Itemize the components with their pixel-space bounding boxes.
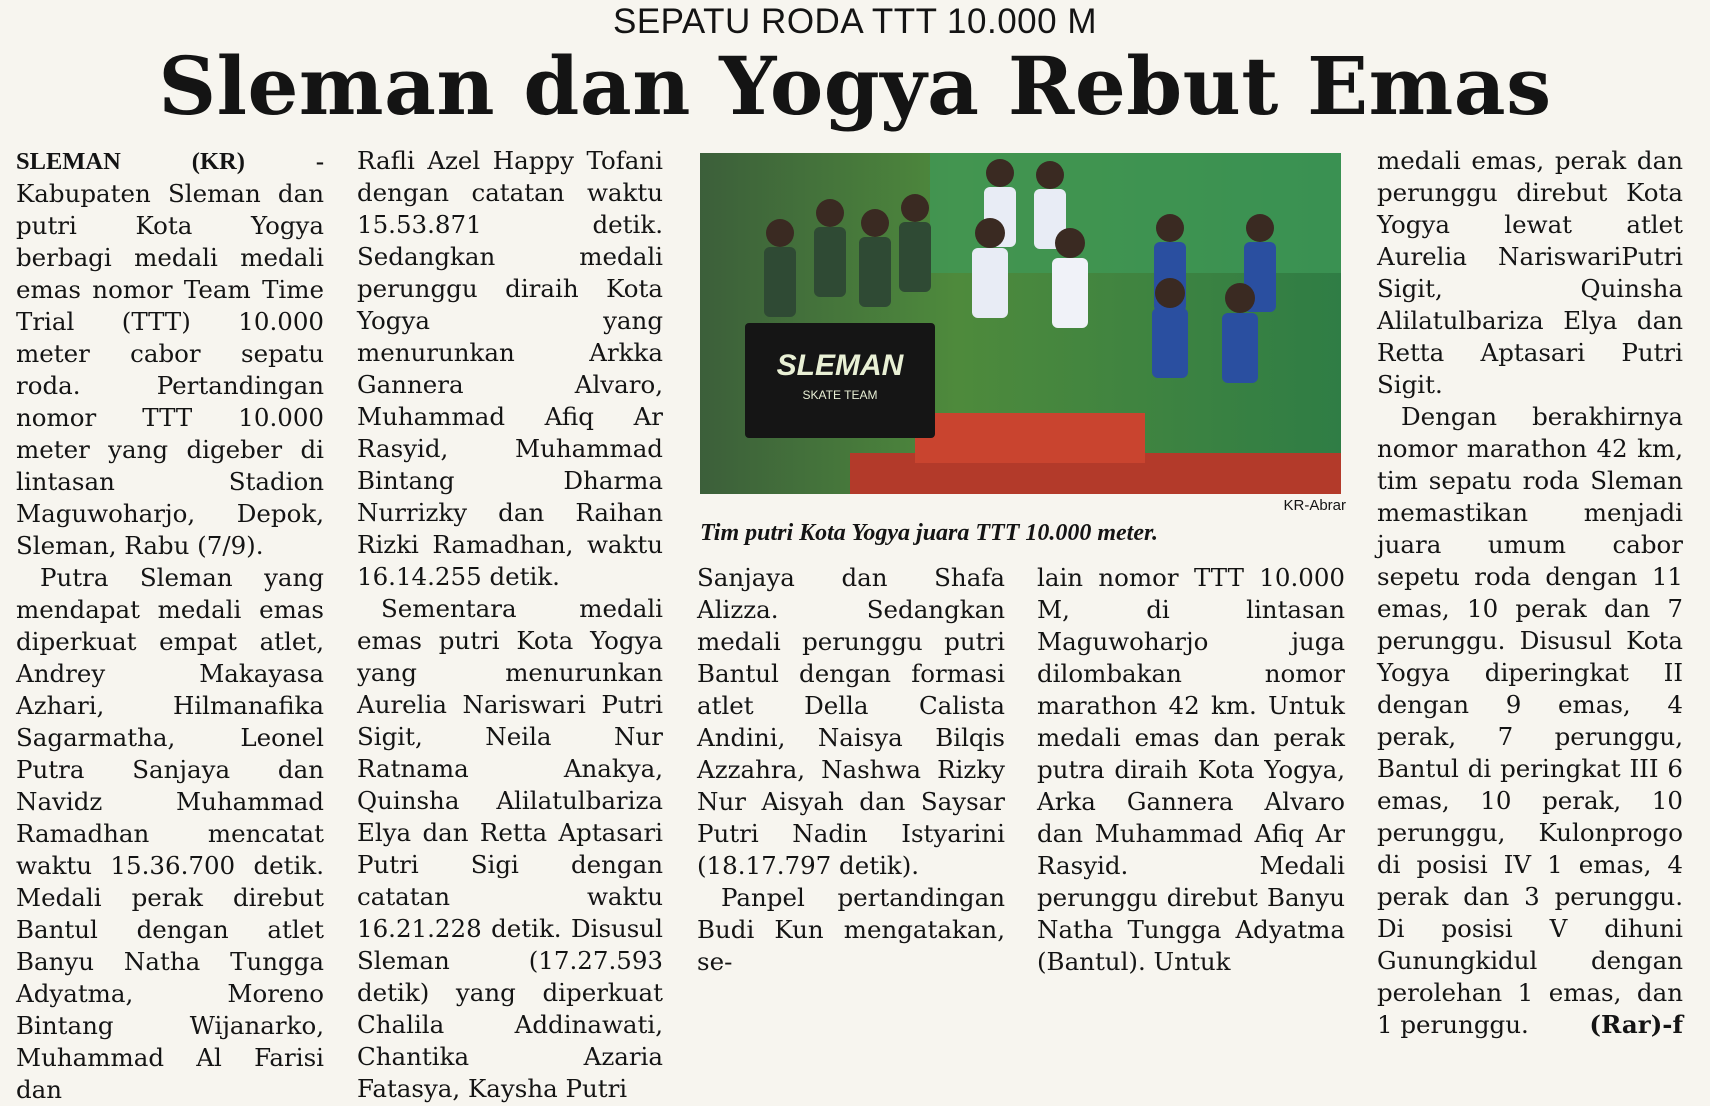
author-signoff: (Rar)-f [1589, 1010, 1683, 1039]
paragraph-text: Kabupaten Sleman dan putri Kota Yogya berbagi medali medali emas nomor Team Time Trial (TTT) 10.000 meter cabor sepatu roda. Pertandingan nomor TTT 10.000 meter yang digeber di lintasan Stadion Maguwoharjo, Depok, Sleman, Rabu (7/9). [16, 179, 324, 560]
paragraph: lain nomor TTT 10.000 M, di lintasan Maguwoharjo juga dilombakan nomor marathon 42 km. Untuk medali emas dan perak putra diraih Kota Yogya, Arka Gannera Alvaro dan Muhammad Afiq Ar Rasyid. Medali perunggu direbut Banyu Natha Tungga Adyatma (Bantul). Untuk [1037, 563, 1345, 976]
team-banner [745, 323, 935, 438]
article-column-1 [16, 145, 324, 1106]
photo-credit: KR-Abrar [1283, 497, 1346, 514]
kicker: SEPATU RODA TTT 10.000 M [612, 2, 1097, 41]
paragraph [1377, 401, 1683, 1041]
paragraph: Panpel pertandingan Budi Kun mengatakan, se- [697, 883, 1005, 976]
banner-subtext: SKATE TEAM [802, 388, 878, 402]
podium-top [915, 413, 1145, 463]
photo-illustration [700, 153, 1341, 494]
article-column-5 [1377, 145, 1683, 1041]
photo-caption: Tim putri Kota Yogya juara TTT 10.000 meter. [700, 520, 1159, 546]
banner-text: SLEMAN [776, 349, 904, 382]
article-column-3 [697, 562, 1005, 978]
paragraph: Sementara medali emas putri Kota Yogya yang menurunkan Aurelia Nariswari Putri Sigit, Neila Nur Ratnama Anakya, Quinsha Alilatulbariza Elya dan Retta Aptasari Putri Sigi dengan catatan waktu 16.21.228 detik. Disusul Sleman (17.27.593 detik) yang diperkuat Chalila Addinawati, Chantika Azaria Fatasya, Kaysha Putri [357, 594, 663, 1103]
paragraph: medali emas, perak dan perunggu direbut Kota Yogya lewat atlet Aurelia NariswariPutri Sigit, Quinsha Alilatulbariza Elya dan Retta Aptasari Putri Sigit. [1377, 146, 1683, 399]
article-column-4 [1037, 562, 1345, 978]
news-photo [700, 153, 1341, 494]
headline: Sleman dan Yogya Rebut Emas [158, 39, 1552, 133]
paragraph-text: Dengan berakhirnya nomor marathon 42 km, tim sepatu roda Sleman memastikan menjadi juara umum cabor sepetu roda dengan 11 emas, 10 perak dan 7 perunggu. Disusul Kota Yogya diperingkat II dengan 9 emas, 4 perak, 7 perunggu, Bantul di peringkat III 6 emas, 10 perak, 10 perunggu, Kulonprogo di posisi IV 1 emas, 4 perak dan 3 perunggu. Di posisi V dihuni Gunungkidul dengan perolehan 1 emas, dan 1 perunggu. [1377, 402, 1683, 1039]
dateline: SLEMAN (KR) - [16, 148, 324, 175]
paragraph: Putra Sleman yang mendapat medali emas diperkuat empat atlet, Andrey Makayasa Azhari, Hilmanafika Sagarmatha, Leonel Putra Sanjaya dan Navidz Muhammad Ramadhan mencatat waktu 15.36.700 detik. Medali perak direbut Bantul dengan atlet Banyu Natha Tungga Adyatma, Moreno Bintang Wijanarko, Muhammad Al Farisi dan [16, 563, 324, 1104]
paragraph: Sanjaya dan Shafa Alizza. Sedangkan medali perunggu putri Bantul dengan formasi atlet Della Calista Andini, Naisya Bilqis Azzahra, Nashwa Rizky Nur Aisyah dan Saysar Putri Nadin Istyarini (18.17.797 detik). [697, 563, 1005, 880]
paragraph: Rafli Azel Happy Tofani dengan catatan waktu 15.53.871 detik. Sedangkan medali perunggu diraih Kota Yogya yang menurunkan Arkka Gannera Alvaro, Muhammad Afiq Ar Rasyid, Muhammad Bintang Dharma Nurrizky dan Raihan Rizki Ramadhan, waktu 16.14.255 detik. [357, 146, 663, 591]
article-column-2 [357, 145, 663, 1105]
paragraph [16, 145, 324, 562]
